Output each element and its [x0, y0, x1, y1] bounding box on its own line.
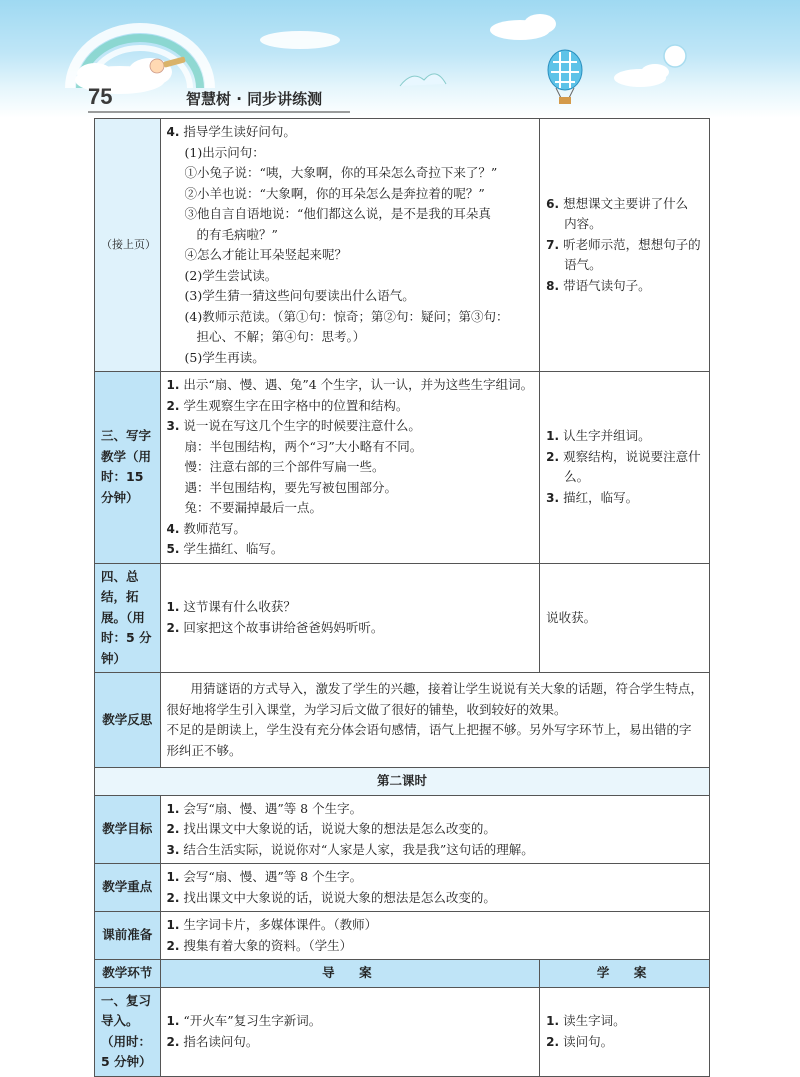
- list-item: 3. 描红，临写。: [546, 489, 639, 505]
- student-cell: [540, 119, 710, 372]
- list-item: 2. 观察结构，说说要注意什: [546, 448, 701, 464]
- table-header-row: [95, 960, 710, 988]
- list-item: 1. 出示“扇、慢、遇、兔”4 个生字，认一认，并为这些生字组词。: [166, 377, 534, 392]
- list-item: 兔：不要漏掉最后一点。: [184, 500, 323, 515]
- list-item: 3. 结合生活实际，说说你对“人家是人家，我是我”这句话的理解。: [166, 841, 534, 857]
- student-cell: [540, 987, 710, 1076]
- column-header: 教学环节: [95, 960, 161, 988]
- list-item: (1)出示问句：: [184, 144, 265, 160]
- row-label: 四、总结，拓展。（用时：5 分钟）: [95, 563, 161, 673]
- guide-cell: [160, 372, 540, 564]
- list-item: 1. 读生字词。: [546, 1013, 626, 1028]
- hot-air-balloon-icon: [548, 50, 582, 104]
- section-title: 第二课时: [95, 768, 710, 796]
- table-row: [95, 119, 710, 372]
- guide-cell: [160, 563, 540, 673]
- goals-cell: [160, 795, 710, 864]
- list-item: ④怎么才能让耳朵竖起来呢？: [184, 247, 348, 262]
- cloud-icon: [490, 14, 556, 40]
- table-row: [95, 673, 710, 768]
- list-item: 2. 指名读问句。: [166, 1033, 259, 1049]
- guide-cell: [160, 119, 540, 372]
- table-row: [95, 864, 710, 912]
- list-item: 慢：注意右部的三个部件写扁一些。: [184, 459, 385, 474]
- reflection-paragraph: 不足的是朗读上，学生没有充分体会语句感情，语气上把握不够。另外写字环节上，易出错的字形纠正不够。: [166, 722, 692, 758]
- prep-cell: [160, 912, 710, 960]
- list-item: 2. 学生观察生字在田字格中的位置和结构。: [166, 397, 409, 413]
- list-item: (3)学生猜一猜这些问句要读出什么语气。: [184, 288, 415, 303]
- list-item: 2. 搜集有着大象的资料。（学生）: [166, 937, 353, 953]
- table-row: [95, 563, 710, 673]
- row-label: 教学重点: [95, 864, 161, 912]
- list-item: 8. 带语气读句子。: [546, 277, 651, 293]
- table-row: [95, 372, 710, 564]
- list-item: (4)教师示范读。（第①句：惊奇；第②句：疑问；第③句：: [184, 308, 509, 324]
- cloud-icon: [614, 64, 669, 87]
- cloud-icon: [260, 31, 340, 49]
- list-item: 2. 找出课文中大象说的话，说说大象的想法是怎么改变的。: [166, 889, 496, 905]
- list-item: 4. 指导学生读好问句。: [166, 124, 296, 139]
- page-number: 75: [88, 84, 113, 109]
- table-row: [95, 795, 710, 864]
- page-header: [0, 0, 800, 118]
- reflection-cell: [160, 673, 710, 768]
- bird-icon: [400, 74, 446, 86]
- list-item: 内容。: [564, 216, 602, 232]
- guide-cell: [160, 987, 540, 1076]
- table-row: [95, 912, 710, 960]
- list-item: 2. 读问句。: [546, 1033, 614, 1049]
- list-item: 3. 说一说在写这几个生字的时候要注意什么。: [166, 418, 421, 433]
- table-row: [95, 987, 710, 1076]
- list-item: 4. 教师范写。: [166, 520, 246, 536]
- list-item: ①小兔子说：“咦，大象啊，你的耳朵怎么奇拉下来了？”: [184, 165, 498, 180]
- list-item: 扇：半包围结构，两个“习”大小略有不同。: [184, 438, 423, 454]
- row-label: 课前准备: [95, 912, 161, 960]
- list-item: 遇：半包围结构，要先写被包围部分。: [184, 479, 398, 495]
- list-item: 1. 认生字并组词。: [546, 428, 651, 444]
- list-item: 7. 听老师示范，想想句子的: [546, 236, 701, 252]
- list-item: (5)学生再读。: [184, 349, 265, 365]
- list-item: (2)学生尝试读。: [184, 267, 278, 283]
- list-item: 语气。: [564, 257, 602, 273]
- list-item: ③他自言自语地说：“他们都这么说，是不是我的耳朵真: [184, 206, 491, 221]
- student-cell: 说收获。: [540, 563, 710, 673]
- list-item: 1. 会写“扇、慢、遇”等 8 个生字。: [166, 800, 363, 816]
- header-decoration: [0, 0, 800, 118]
- row-label: 教学反思: [95, 673, 161, 768]
- list-item: ②小羊也说：“大象啊，你的耳朵怎么是奔拉着的呢？”: [184, 185, 485, 201]
- column-header: 导 案: [160, 960, 540, 988]
- list-item: 的有毛病啦？”: [196, 226, 278, 242]
- row-label: （接上页）: [95, 119, 161, 372]
- row-label: 教学目标: [95, 795, 161, 864]
- student-cell: [540, 372, 710, 564]
- row-label: 三、写字教学（用时：15 分钟）: [95, 372, 161, 564]
- list-item: 2. 找出课文中大象说的话，说说大象的想法是怎么改变的。: [166, 821, 496, 836]
- focus-cell: [160, 864, 710, 912]
- list-item: 5. 学生描红、临写。: [166, 541, 284, 556]
- sun-icon: [664, 45, 686, 67]
- lesson-plan-table: [94, 118, 710, 1077]
- book-title: 智慧树 · 同步讲练测: [186, 90, 323, 108]
- row-label: 一、复习导入。（用时：5 分钟）: [95, 987, 161, 1076]
- list-item: 1. 会写“扇、慢、遇”等 8 个生字。: [166, 869, 363, 884]
- column-header: 学 案: [540, 960, 710, 988]
- list-item: 么。: [564, 469, 590, 485]
- table-row: [95, 768, 710, 796]
- list-item: 1. 生字词卡片，多媒体课件。（教师）: [166, 917, 378, 932]
- list-item: 2. 回家把这个故事讲给爸爸妈妈听听。: [166, 619, 384, 635]
- list-item: 6. 想想课文主要讲了什么: [546, 195, 689, 211]
- list-item: 1. “开火车”复习生字新词。: [166, 1013, 322, 1028]
- reflection-paragraph: 用猜谜语的方式导入，激发了学生的兴趣，接着让学生说说有关大象的话题，符合学生特点，很好地将学生引入课堂，为学习后文做了很好的铺垫，收到较好的效果。: [166, 681, 704, 717]
- list-item: 1. 这节课有什么收获？: [166, 599, 296, 615]
- list-item: 担心、不解；第④句：思考。）: [196, 329, 366, 344]
